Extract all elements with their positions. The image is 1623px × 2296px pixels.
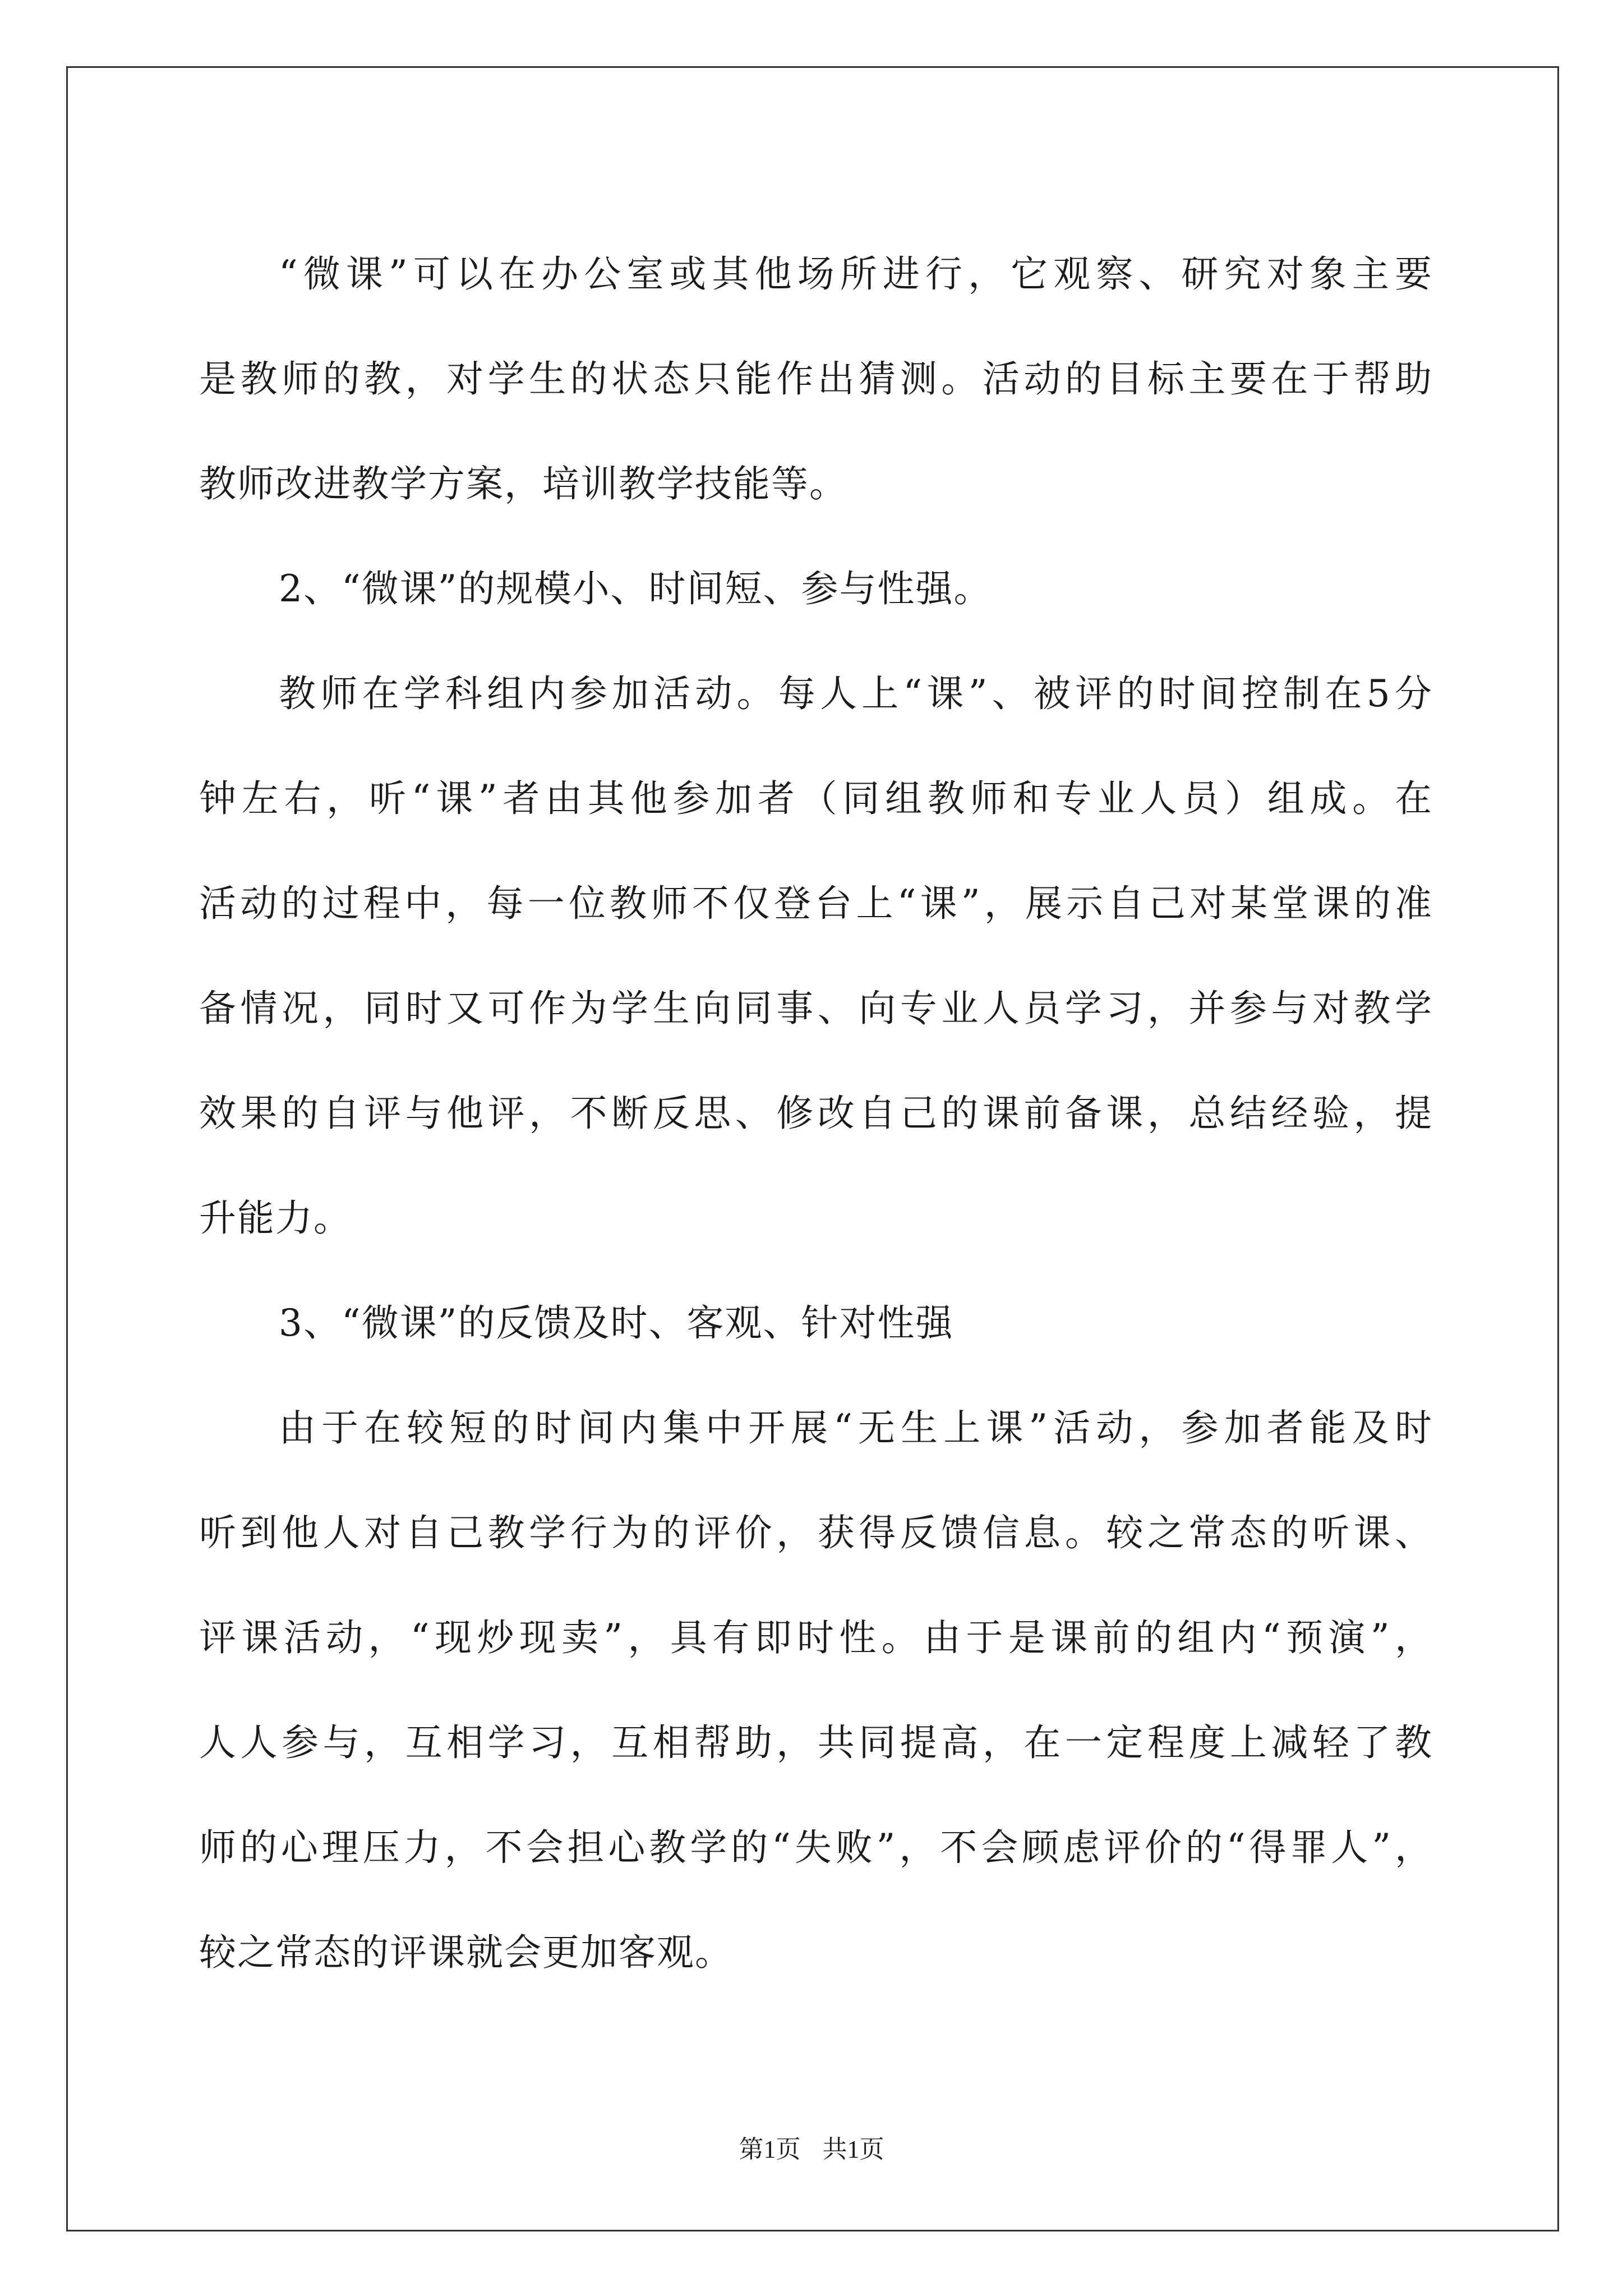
text-line: “微课”可以在办公室或其他场所进行，它观察、研究对象主要 bbox=[279, 252, 1433, 296]
text-line: 效果的自评与他评，不断反思、修改自己的课前备课，总结经验，提 bbox=[199, 1092, 1433, 1135]
text-line: 由于在较短的时间内集中开展“无生上课”活动，参加者能及时 bbox=[279, 1406, 1433, 1450]
paragraph bbox=[199, 641, 1433, 1271]
section-heading bbox=[199, 1271, 1433, 1375]
page-total: 共1页 bbox=[822, 2136, 884, 2163]
page-footer bbox=[0, 2129, 1623, 2165]
text-line: 是教师的教，对学生的状态只能作出猜测。活动的目标主要在于帮助 bbox=[199, 357, 1433, 401]
text-line: 2、“微课”的规模小、时间短、参与性强。 bbox=[279, 567, 992, 610]
text-line: 3、“微课”的反馈及时、客观、针对性强 bbox=[279, 1301, 954, 1345]
text-line: 教师改进教学方案，培训教学技能等。 bbox=[199, 462, 847, 505]
page-number: 第1页 bbox=[739, 2136, 801, 2163]
text-line: 教师在学科组内参加活动。每人上“课”、被评的时间控制在5分 bbox=[279, 672, 1433, 715]
text-line: 评课活动，“现炒现卖”，具有即时性。由于是课前的组内“预演”， bbox=[199, 1616, 1433, 1659]
section-heading bbox=[199, 536, 1433, 641]
text-line: 听到他人对自己教学行为的评价，获得反馈信息。较之常态的听课、 bbox=[199, 1511, 1433, 1554]
paragraph bbox=[199, 1375, 1433, 2005]
text-line: 活动的过程中，每一位教师不仅登台上“课”，展示自己对某堂课的准 bbox=[199, 882, 1433, 925]
text-line: 钟左右，听“课”者由其他参加者（同组教师和专业人员）组成。在 bbox=[199, 777, 1433, 820]
text-line: 师的心理压力，不会担心教学的“失败”，不会顾虑评价的“得罪人”， bbox=[199, 1826, 1433, 1869]
document-body bbox=[199, 222, 1433, 2005]
text-line: 较之常态的评课就会更加客观。 bbox=[199, 1931, 733, 1974]
text-line: 备情况，同时又可作为学生向同事、向专业人员学习，并参与对教学 bbox=[199, 987, 1433, 1030]
paragraph bbox=[199, 222, 1433, 536]
text-line: 升能力。 bbox=[199, 1197, 352, 1240]
text-line: 人人参与，互相学习，互相帮助，共同提高，在一定程度上减轻了教 bbox=[199, 1721, 1433, 1764]
